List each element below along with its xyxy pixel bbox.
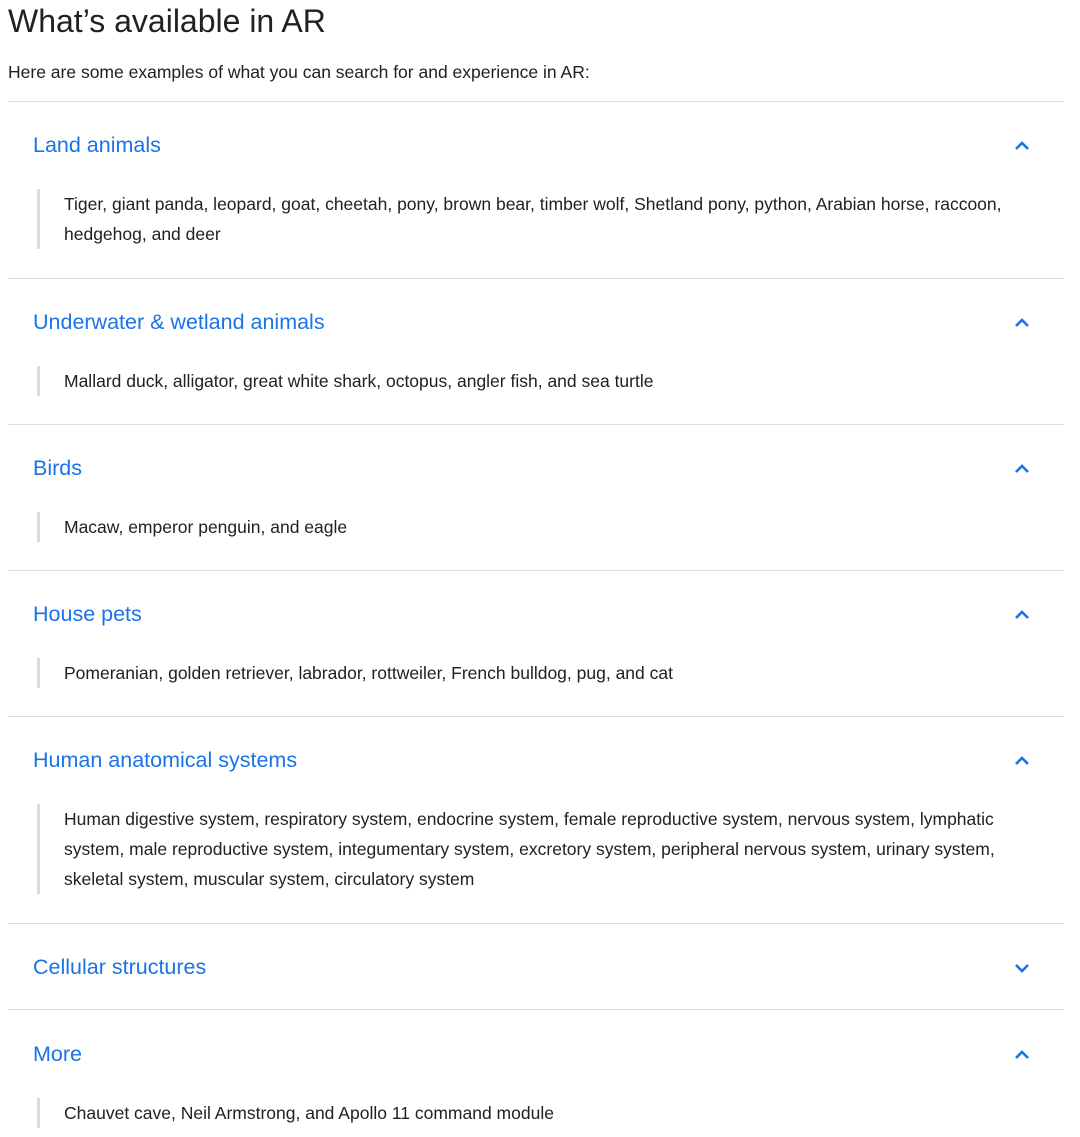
section-body: Macaw, emperor penguin, and eagle xyxy=(37,512,1034,542)
section-body: Human digestive system, respiratory system, endocrine system, female reproductive system, nervous system, lymphatic system, male reproductive system, integumentary system, excretory system, peripheral nervous system, urinary system, skeletal system, muscular system, circulatory system xyxy=(37,804,1034,894)
section-human-anatomical-systems xyxy=(8,717,1064,924)
section-header-underwater-wetland-animals[interactable] xyxy=(8,279,1064,366)
page-title: What’s available in AR xyxy=(8,3,326,39)
section-title: Land animals xyxy=(33,133,161,157)
chevron-up-icon[interactable] xyxy=(1012,605,1032,625)
section-body: Tiger, giant panda, leopard, goat, cheetah, pony, brown bear, timber wolf, Shetland pony, python, Arabian horse, raccoon, hedgehog, and deer xyxy=(37,189,1034,249)
section-header-house-pets[interactable] xyxy=(8,571,1064,658)
section-birds xyxy=(8,425,1064,571)
section-title: Cellular structures xyxy=(33,955,207,979)
chevron-up-icon[interactable] xyxy=(1012,459,1032,479)
section-body: Pomeranian, golden retriever, labrador, rottweiler, French bulldog, pug, and cat xyxy=(37,658,1034,688)
chevron-up-icon[interactable] xyxy=(1012,1045,1032,1065)
section-title: Birds xyxy=(33,456,82,480)
page-intro: Here are some examples of what you can search for and experience in AR: xyxy=(8,62,590,82)
section-header-cellular-structures[interactable] xyxy=(8,924,1064,1009)
section-house-pets xyxy=(8,571,1064,717)
section-land-animals xyxy=(8,102,1064,279)
section-body: Mallard duck, alligator, great white shark, octopus, angler fish, and sea turtle xyxy=(37,366,1034,396)
section-underwater-wetland-animals xyxy=(8,279,1064,425)
section-cellular-structures xyxy=(8,924,1064,1010)
section-body: Chauvet cave, Neil Armstrong, and Apollo 11 command module xyxy=(37,1098,1034,1128)
chevron-down-icon[interactable] xyxy=(1012,958,1032,978)
chevron-up-icon[interactable] xyxy=(1012,136,1032,156)
section-header-birds[interactable] xyxy=(8,425,1064,512)
section-header-land-animals[interactable] xyxy=(8,102,1064,189)
section-more xyxy=(8,1010,1064,1128)
section-header-human-anatomical-systems[interactable] xyxy=(8,717,1064,804)
accordion xyxy=(8,101,1064,1128)
section-title: House pets xyxy=(33,602,142,626)
chevron-up-icon[interactable] xyxy=(1012,751,1032,771)
section-header-more[interactable] xyxy=(8,1010,1064,1098)
section-title: More xyxy=(33,1042,82,1066)
section-title: Underwater & wetland animals xyxy=(33,310,325,334)
section-title: Human anatomical systems xyxy=(33,748,298,772)
chevron-up-icon[interactable] xyxy=(1012,313,1032,333)
